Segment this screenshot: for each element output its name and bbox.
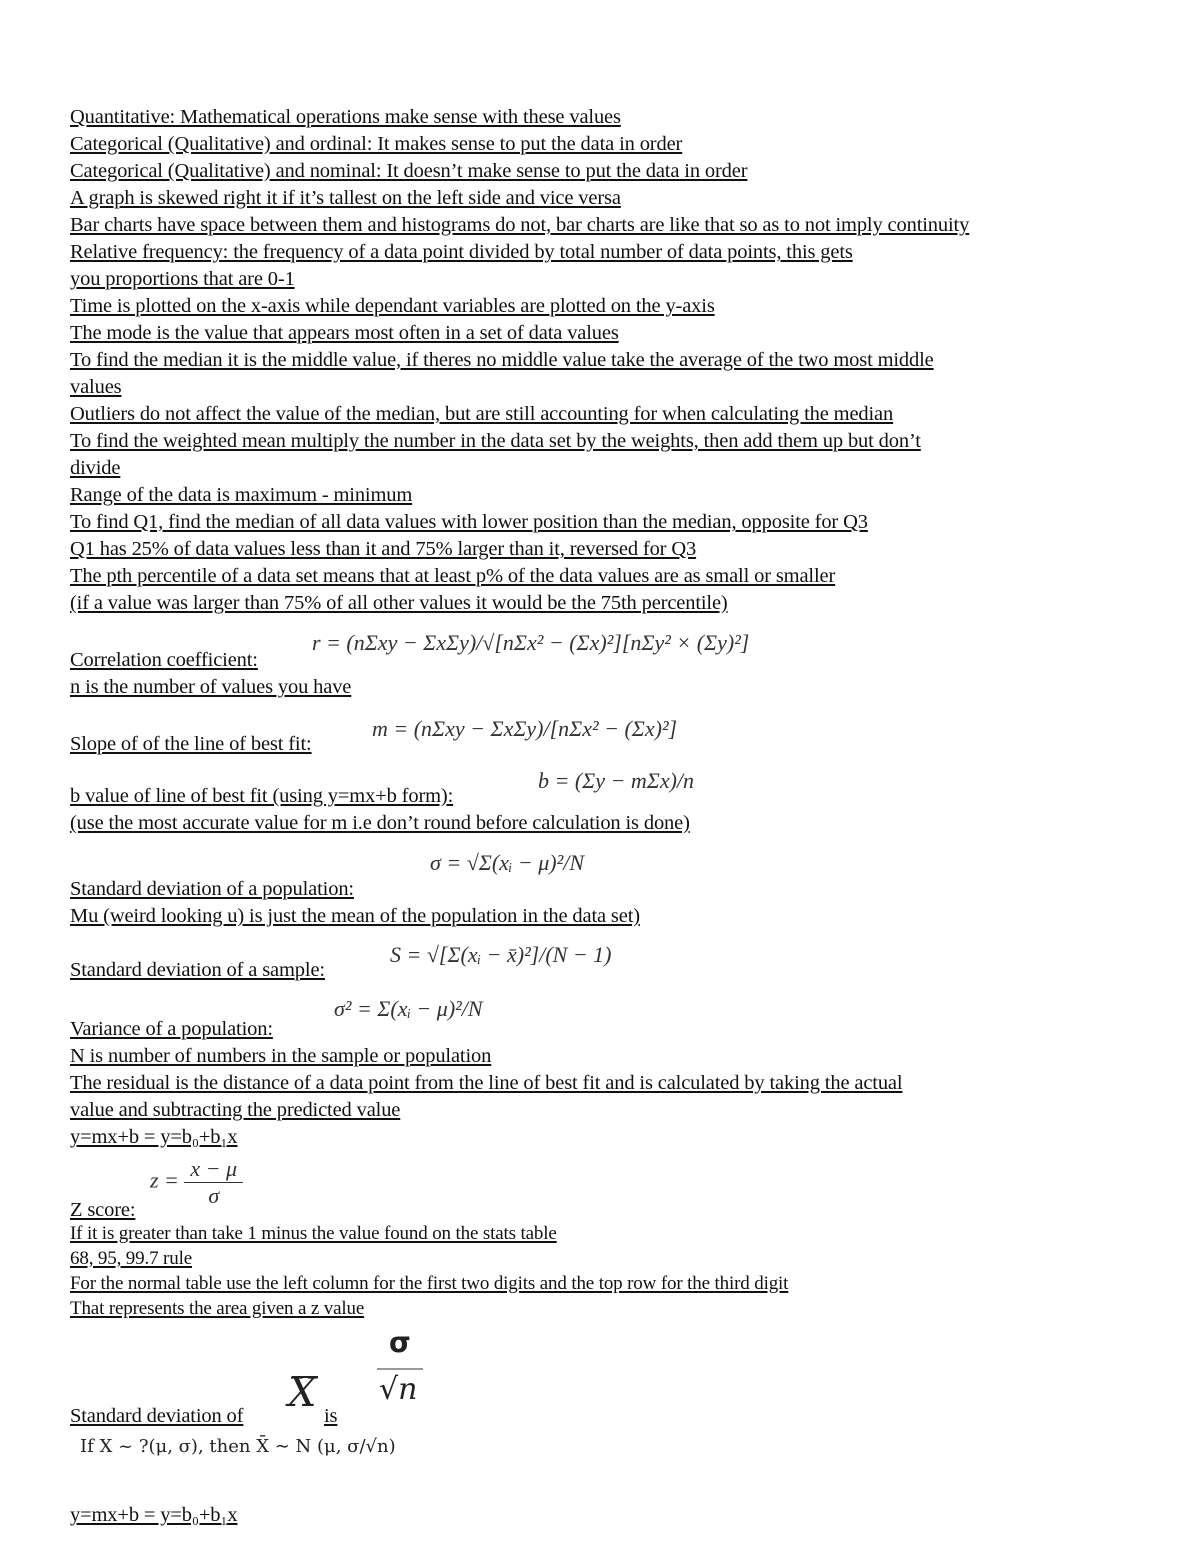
variance-formula: σ² = Σ(xᵢ − μ)²/N <box>334 996 483 1021</box>
text-line-sd-population: Standard deviation of a population: <box>70 878 354 900</box>
x-bar-letter: X <box>288 1370 317 1416</box>
slope-formula: m = (nΣxy − ΣxΣy)/[nΣx² − (Σx)²] <box>372 716 678 741</box>
text-line-weighted-mean: To find the weighted mean multiply the number in the data set by the weights, then add them up but don’t <box>70 430 921 452</box>
text-line-outliers: Outliers do not affect the value of the median, but are still accounting for when calculating the median <box>70 403 894 425</box>
text-line-line-equation: y=mx+b = y=b₀+b₁x <box>70 1126 238 1148</box>
text-line-residual: The residual is the distance of a data point from the line of best fit and is calculated by taking the actual <box>70 1072 903 1094</box>
z-score-fraction <box>184 1156 243 1209</box>
text-line-line-equation-2: y=mx+b = y=b₀+b₁x <box>70 1504 238 1526</box>
text-line-median-2: values <box>70 376 122 398</box>
text-line-residual-2: value and subtracting the predicted value <box>70 1099 401 1121</box>
text-line-ordinal: Categorical (Qualitative) and ordinal: It makes sense to put the data in order <box>70 133 683 155</box>
text-line-n-values: n is the number of values you have <box>70 676 352 698</box>
text-line-accurate: (use the most accurate value for m i.e don’t round before calculation is done) <box>70 812 690 834</box>
central-limit-formula: If X ~ ?(μ, σ), then X̄ ∼ N (μ, σ/√n) <box>80 1436 396 1457</box>
text-line-skew: A graph is skewed right it if it’s tallest on the left side and vice versa <box>70 187 621 209</box>
text-line-b-value: b value of line of best fit (using y=mx+b form): <box>70 785 454 807</box>
text-line-greater-than: If it is greater than take 1 minus the value found on the stats table <box>70 1223 557 1244</box>
sd-population-formula: σ = √Σ(xᵢ − μ)²/N <box>430 850 585 875</box>
text-line-z-score: Z score: <box>70 1199 136 1221</box>
z-score-lhs: z = <box>150 1167 179 1193</box>
text-line-correlation: Correlation coefficient: <box>70 649 258 671</box>
sigma-symbol: σ <box>389 1326 411 1359</box>
text-line-slope: Slope of of the line of best fit: <box>70 733 312 755</box>
text-line-q1: To find Q1, find the median of all data values with lower position than the median, opposite for Q3 <box>70 511 868 533</box>
sigma-over-sqrt-n-formula <box>375 1326 427 1416</box>
text-line-normal-table: For the normal table use the left column for the first two digits and the top row for the third digit <box>70 1273 789 1294</box>
correlation-formula: r = (nΣxy − ΣxΣy)/√[nΣx² − (Σx)²][nΣy² × (Σy)²] <box>312 630 750 655</box>
text-line-nominal: Categorical (Qualitative) and nominal: It doesn’t make sense to put the data in order <box>70 160 748 182</box>
x-bar-symbol <box>288 1370 316 1416</box>
sd-sample-formula: S = √[Σ(xᵢ − x̄)²]/(N − 1) <box>390 942 612 967</box>
text-line-is: is <box>324 1405 338 1427</box>
text-line-relative-frequency: Relative frequency: the frequency of a data point divided by total number of data points, this gets <box>70 241 853 263</box>
text-line-time-axis: Time is plotted on the x-axis while dependant variables are plotted on the y-axis <box>70 295 715 317</box>
text-line-relative-frequency-2: you proportions that are 0-1 <box>70 268 295 290</box>
sqrt-n-symbol: √n <box>379 1372 418 1407</box>
fraction-bar <box>377 1368 423 1370</box>
intercept-formula: b = (Σy − mΣx)/n <box>538 768 695 793</box>
text-line-percentile-2: (if a value was larger than 75% of all other values it would be the 75th percentile) <box>70 592 728 614</box>
text-line-range: Range of the data is maximum - minimum <box>70 484 413 506</box>
text-line-sd-sample: Standard deviation of a sample: <box>70 959 325 981</box>
text-line-N: N is number of numbers in the sample or population <box>70 1045 492 1067</box>
text-line-q1-percent: Q1 has 25% of data values less than it and 75% larger than it, reversed for Q3 <box>70 538 697 560</box>
z-score-denominator: σ <box>208 1183 220 1208</box>
text-line-median: To find the median it is the middle value, if theres no middle value take the average of the two most middle <box>70 349 934 371</box>
text-line-mu: Mu (weird looking u) is just the mean of the population in the data set) <box>70 905 640 927</box>
text-line-area: That represents the area given a z value <box>70 1298 365 1319</box>
z-score-numerator: x − μ <box>184 1156 243 1183</box>
text-line-sd-of-xbar: Standard deviation of <box>70 1405 244 1427</box>
text-line-mode: The mode is the value that appears most often in a set of data values <box>70 322 619 344</box>
text-line-quantitative: Quantitative: Mathematical operations make sense with these values <box>70 106 621 128</box>
text-line-bar-charts: Bar charts have space between them and histograms do not, bar charts are like that so as to not imply continuity <box>70 214 970 236</box>
text-line-empirical-rule: 68, 95, 99.7 rule <box>70 1248 192 1269</box>
x-bar-overline <box>292 1376 318 1378</box>
text-line-percentile: The pth percentile of a data set means that at least p% of the data values are as small or smaller <box>70 565 836 587</box>
text-line-variance: Variance of a population: <box>70 1018 273 1040</box>
text-line-weighted-mean-2: divide <box>70 457 121 479</box>
z-score-formula <box>150 1156 243 1209</box>
